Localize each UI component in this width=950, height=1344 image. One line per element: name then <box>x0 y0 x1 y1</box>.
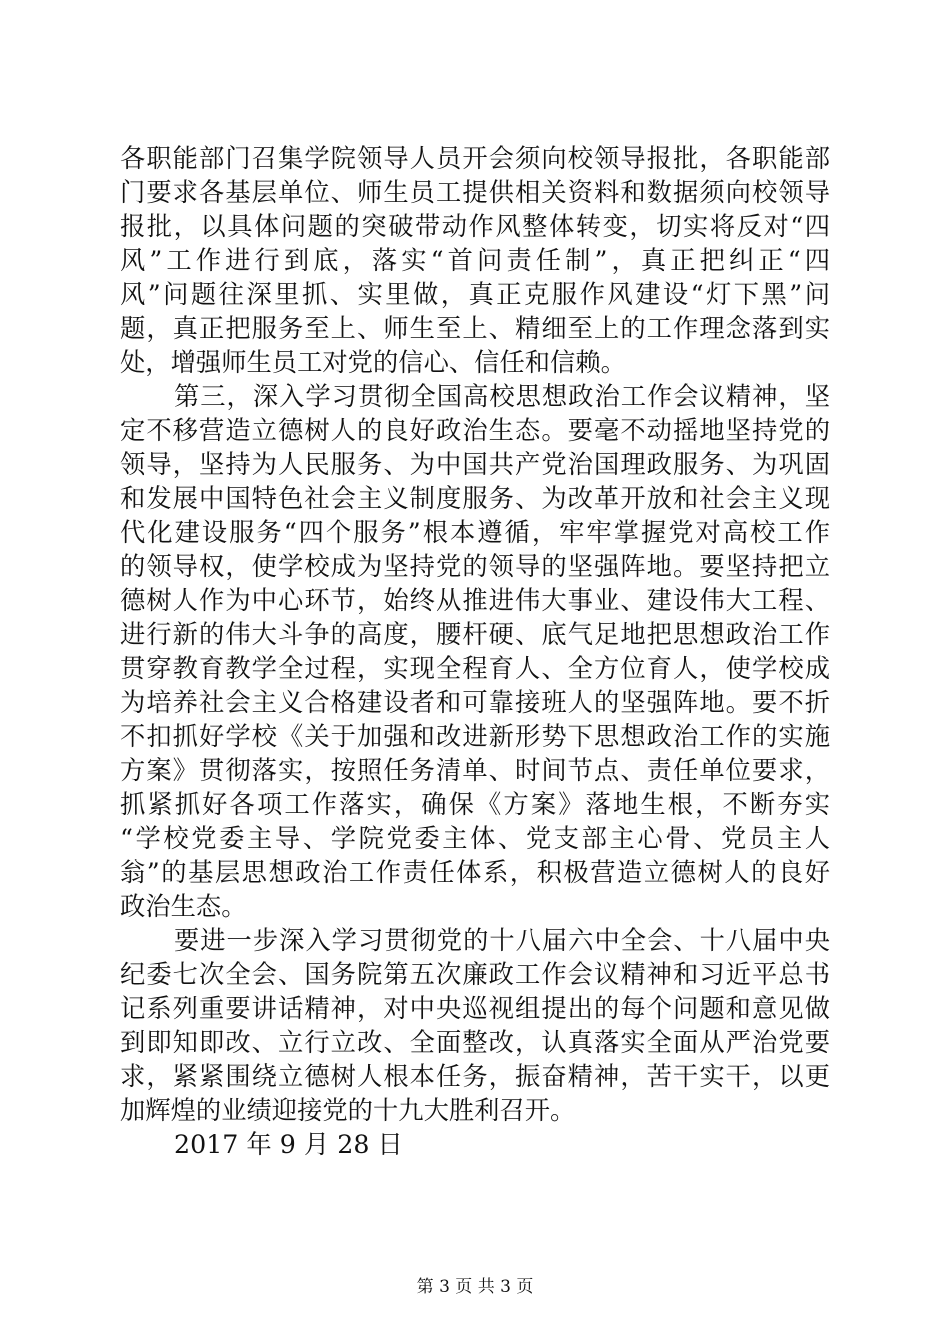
paragraph-line: 定不移营造立德树人的良好政治生态。要毫不动摇地坚持党的 <box>120 416 830 445</box>
paragraph-line: 题，真正把服务至上、师生至上、精细至上的工作理念落到实 <box>120 314 830 343</box>
paragraph-line: 第三，深入学习贯彻全国高校思想政治工作会议精神，坚 <box>174 382 830 411</box>
page-footer <box>0 1276 950 1298</box>
paragraph-line: 抓紧抓好各项工作落实，确保《方案》落地生根，不断夯实 <box>120 790 830 819</box>
paragraph-line: 政治生态。 <box>120 892 247 921</box>
paragraph-line: 求，紧紧围绕立德树人根本任务，振奋精神，苦干实干，以更 <box>120 1062 830 1091</box>
paragraph-line: 风”问题往深里抓、实里做，真正克服作风建设“灯下黑”问 <box>120 280 830 309</box>
paragraph-line: 记系列重要讲话精神，对中央巡视组提出的每个问题和意见做 <box>120 994 830 1023</box>
paragraph-line: 为培养社会主义合格建设者和可靠接班人的坚强阵地。要不折 <box>120 688 830 717</box>
paragraph-line: 领导，坚持为人民服务、为中国共产党治国理政服务、为巩固 <box>120 450 830 479</box>
paragraph-line: 进行新的伟大斗争的高度，腰杆硬、底气足地把思想政治工作 <box>120 620 830 649</box>
paragraph-line: “学校党委主导、学院党委主体、党支部主心骨、党员主人 <box>120 824 830 853</box>
paragraph-line: 报批，以具体问题的突破带动作风整体转变，切实将反对“四 <box>120 212 830 241</box>
paragraph-line: 的领导权，使学校成为坚持党的领导的坚强阵地。要坚持把立 <box>120 552 830 581</box>
paragraph-line: 不扣抓好学校《关于加强和改进新形势下思想政治工作的实施 <box>120 722 830 751</box>
paragraph-line: 门要求各基层单位、师生员工提供相关资料和数据须向校领导 <box>120 178 830 207</box>
paragraph-line: 处，增强师生员工对党的信心、信任和信赖。 <box>120 348 626 377</box>
paragraph-line: 加辉煌的业绩迎接党的十九大胜利召开。 <box>120 1096 576 1125</box>
paragraph-line: 贯穿教育教学全过程，实现全程育人、全方位育人，使学校成 <box>120 654 830 683</box>
paragraph-line: 到即知即改、立行立改、全面整改，认真落实全面从严治党要 <box>120 1028 830 1057</box>
paragraph-line: 要进一步深入学习贯彻党的十八届六中全会、十八届中央 <box>174 926 830 955</box>
paragraph-line: 纪委七次全会、国务院第五次廉政工作会议精神和习近平总书 <box>120 960 830 989</box>
paragraph-line: 各职能部门召集学院领导人员开会须向校领导报批，各职能部 <box>120 144 830 173</box>
paragraph-line: 代化建设服务“四个服务”根本遵循，牢牢掌握党对高校工作 <box>120 518 830 547</box>
document-date: 2017 年 9 月 28 日 <box>174 1130 403 1159</box>
paragraph-line: 方案》贯彻落实，按照任务清单、时间节点、责任单位要求， <box>120 756 830 785</box>
document-body <box>120 142 830 1162</box>
page-number-label: 第 3 页 共 3 页 <box>416 1277 534 1297</box>
paragraph-line: 风”工作进行到底，落实“首问责任制”，真正把纠正“四 <box>120 246 830 275</box>
paragraph-line: 德树人作为中心环节，始终从推进伟大事业、建设伟大工程、 <box>120 586 830 615</box>
paragraph-line: 翁”的基层思想政治工作责任体系，积极营造立德树人的良好 <box>120 858 830 887</box>
paragraph-line: 和发展中国特色社会主义制度服务、为改革开放和社会主义现 <box>120 484 830 513</box>
